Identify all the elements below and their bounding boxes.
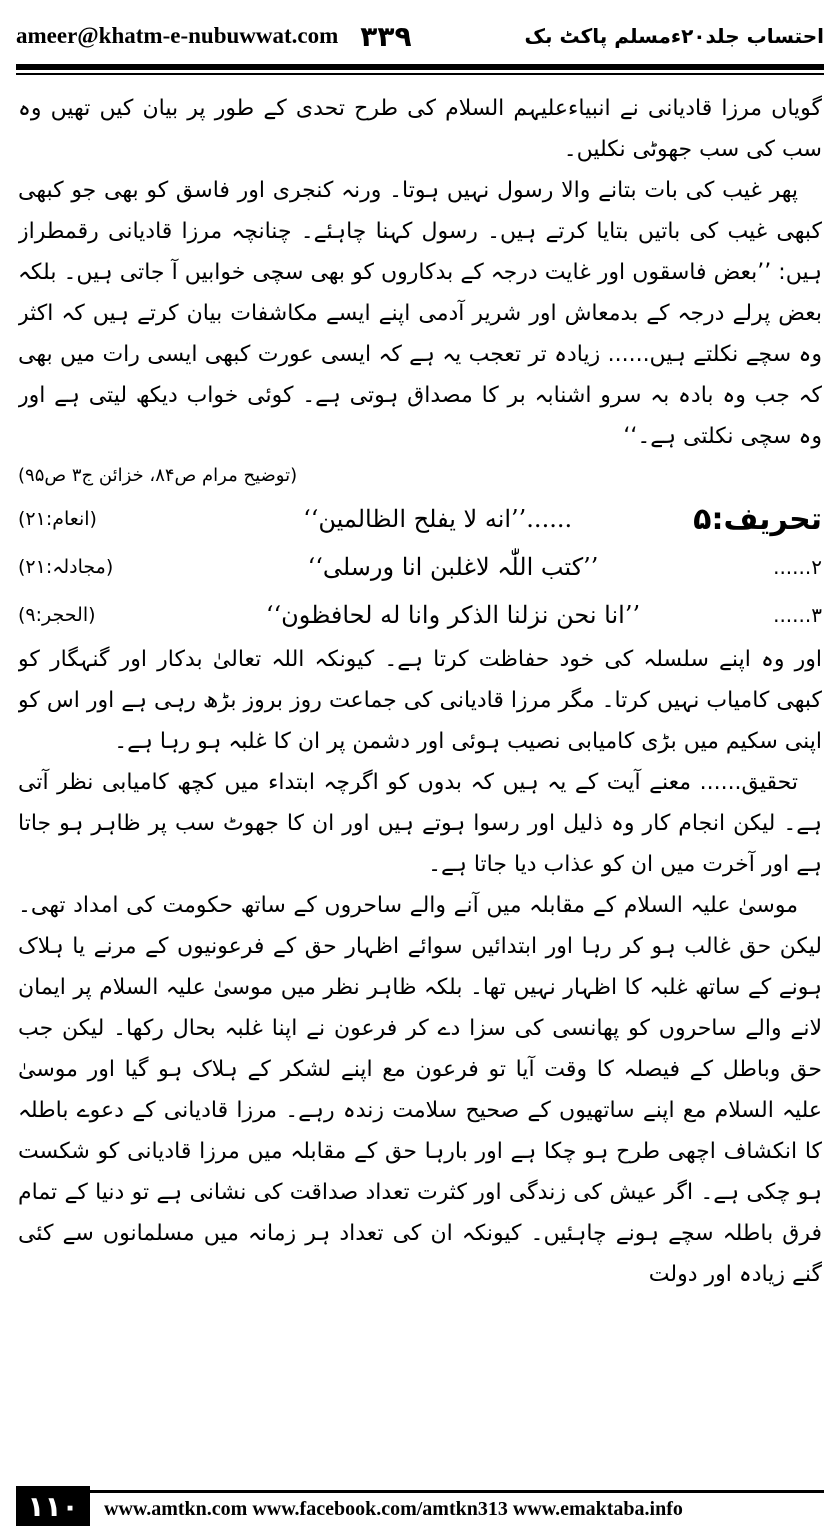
verse-3-text: ’’انا نحن نزلنا الذکر وانا له لحافظون‘‘ — [265, 600, 641, 629]
verse-1-reference: (انعام:۲۱) — [18, 507, 97, 530]
verse-1-text: ......’’انه لا یفلح الظالمین‘‘ — [303, 504, 573, 533]
paragraph-4: تحقیق...... معنے آیت کے یہ ہیں کہ بدوں کو اگرچہ ابتداء میں کچھ کامیابی نظر آتی ہے۔ لیکن انجام کار وہ ذلیل اور رسوا ہوتے ہیں اور ان کا جھوٹ سب پر ظاہر ہو جاتا ہے اور آخرت میں ان کو عذاب دیا جاتا ہے۔ — [18, 770, 822, 877]
verse-2-reference: (مجادلہ:۲۱) — [18, 555, 114, 578]
paragraph-2-source — [18, 457, 822, 495]
page-header — [16, 8, 824, 64]
paragraph-2: پھر غیب کی بات بتانے والا رسول نہیں ہوتا۔ ورنہ کنجری اور فاسق کو بھی جو کبھی کبھی غیب کی باتیں بتایا کرتے ہیں۔ رسول کہنا چاہئے۔ چنانچہ مرزا قادیانی رقمطراز ہیں: ’’بعض فاسقوں اور غایت درجہ کے بدکاروں کو بھی سچی خوابیں آ جاتی ہیں۔ بلکہ بعض پرلے درجہ کے بدمعاش اور شریر آدمی اپنے ایسے مکاشفات بیان کرتے ہیں کہ اکثر وہ سچے نکلتے ہیں...... زیادہ تر تعجب یہ ہے کہ ایسی عورت کبھی ایسی رات میں بھی کہ جب وہ بادہ بہ سرو اشنابہ بر کا مصداق ہوتی ہے۔ کوئی خواب دیکھ لیتی ہے اور وہ سچی نکلتی ہے۔‘‘ — [18, 178, 822, 449]
verse-3 — [18, 591, 822, 639]
verse-1-label: تحریف:۵ — [693, 501, 822, 537]
page-body — [18, 88, 822, 1440]
footer-rule — [90, 1490, 824, 1493]
verse-3-number: ۳...... — [773, 602, 822, 627]
header-book-title: احتساب جلد۲۰ءمسلم پاکٹ بک — [524, 24, 824, 48]
verse-2-text: ’’کتب اللّٰہ لاغلبن انا ورسلی‘‘ — [307, 552, 599, 581]
verse-3-reference: (الحجر:۹) — [18, 603, 96, 626]
header-rule-thin — [16, 73, 824, 75]
source-citation: (توضیح مرام ص۸۴، خزائن ج۳ ص۹۵) — [18, 465, 298, 486]
header-page-number: ۳۳۹ — [360, 19, 412, 53]
footer-page-number: ۱۱۰ — [16, 1486, 90, 1526]
page-footer — [16, 1486, 824, 1530]
header-rule-thick — [16, 64, 824, 70]
header-left — [16, 20, 412, 53]
paragraph-3: اور وہ اپنے سلسلہ کی خود حفاظت کرتا ہے۔ کیونکہ اللہ تعالیٰ بدکار اور گنہگار کو کبھی کامیاب نہیں کرتا۔ مگر مرزا قادیانی کی جماعت روز بروز بڑھ رہی ہے اور اس کو اپنی سکیم میں بڑی کامیابی نصیب ہوئی اور دشمن پر ان کا غلبہ ہو رہا ہے۔ — [18, 647, 822, 754]
verse-2-number: ۲...... — [773, 554, 822, 579]
verse-2 — [18, 543, 822, 591]
footer-links: www.amtkn.com www.facebook.com/amtkn313 www.emaktaba.info — [104, 1498, 683, 1520]
header-email: ameer@khatm-e-nubuwwat.com — [16, 23, 339, 48]
verse-1 — [18, 495, 822, 543]
paragraph-5: موسیٰ علیہ السلام کے مقابلہ میں آنے والے ساحروں کے ساتھ حکومت کی امداد تھی۔ لیکن حق غالب ہو کر رہا اور ابتدائیں سوائے اظہار حق کے فرعونیوں کے مرنے یا ہلاک ہونے کے ساتھ غلبہ کا اظہار نہیں تھا۔ بلکہ ظاہر نظر میں موسیٰ علیہ السلام پر ایمان لانے والے ساحروں کو پھانسی کی سزا دے کر فرعون نے اپنا غلبہ بحال رکھا۔ لیکن جب حق وباطل کے فیصلہ کا وقت آیا تو فرعون مع اپنے لشکر کے ہلاک ہو گیا اور موسیٰ علیہ السلام مع اپنے ساتھیوں کے صحیح سلامت زندہ رہے۔ مرزا قادیانی کے دعوے باطلہ کا انکشاف اچھی طرح ہو چکا ہے اور بارہا حق کے مقابلہ میں مرزا قادیانی کو شکست ہو چکی ہے۔ اگر عیش کی زندگی اور کثرت تعداد صداقت کی نشانی ہے تو دنیا کے تمام فرق باطلہ سچے ہونے چاہئیں۔ کیونکہ ان کی تعداد ہر زمانہ میں مسلمانوں سے کئی گنے زیادہ اور دولت — [18, 893, 822, 1287]
paragraph-1: گویاں مرزا قادیانی نے انبیاءعلیہم السلام کی طرح تحدی کے طور پر بیان کیں تھیں وہ سب کی سب جھوٹی نکلیں۔ — [18, 96, 822, 162]
